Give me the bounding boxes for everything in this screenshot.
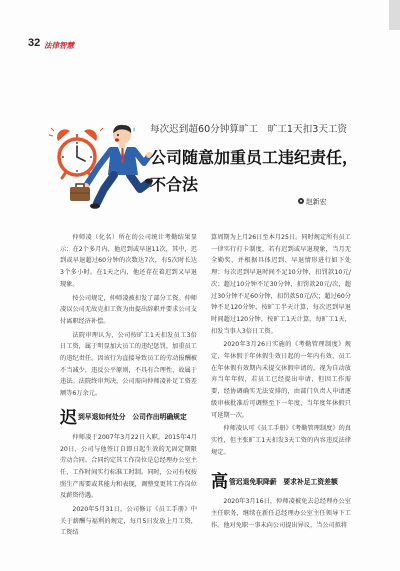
body-paragraph: 仲师凌（化名）所在的公司统计考勤结果显示：在2个多月内，他迟到或早退11次，其中，迟到或早退超过60分钟的次数达7次，有5次时长达3个多小时。在1天之内，他还存在着迟到又早退现象。 bbox=[60, 234, 197, 288]
body-paragraph-continued: 算周期为上月26日至本月25日。同时规定所有员工一律实行打卡制度，若有迟到或早退现象，当月无全勤奖，并根据具体迟到、早退情形进行如下处理：每次迟到早退时间不足10分钟，扣罚款10元/次；超过10分钟不足30分钟，扣罚款20元/次，超过30分钟不足60分钟，扣罚款50元/次；超过60分钟不足120分钟，按旷工半天计算，每次迟到早退时间超过120分钟，按旷工1天计算，每旷工1天，扣发当事人3倍日工资。 bbox=[211, 234, 351, 335]
section-heading-text: 到早退如何处分 公司作出明确规定 bbox=[78, 412, 187, 421]
bullet-icon bbox=[298, 198, 304, 204]
author-name: 赵新宏 bbox=[306, 197, 327, 206]
body-column-right bbox=[211, 232, 351, 537]
body-paragraph: 法院审理认为，公司按旷工1天扣发员工3倍日工资，属于明显加大员工的违纪惩罚，加重员工的违纪责任。因该行为直接导致员工的劳动报酬被不当减少，违反公平原则，不具有合理性，故属于违法。法院终审判决，公司需向仲师凌补足工资差额等6万余元。 bbox=[60, 331, 197, 398]
body-paragraph: 按公司规定，仲师凌被扣发了部分工资。仲师凌以公司无故克扣工资为由提出辞职并要求公司支付离职经济补偿。 bbox=[60, 294, 197, 325]
page-edge-tab bbox=[389, 0, 400, 30]
article-title-line: 不合法 bbox=[150, 175, 199, 194]
section-heading-initial: 迟 bbox=[60, 407, 77, 428]
body-paragraph: 2020年5月31日，公司修订《员工手册》中关于薪酬与福利的规定，每月5日发放上月工资，工资结 bbox=[60, 506, 197, 537]
section-heading-text: 管迟退免职降薪 要求补足工资差额 bbox=[229, 477, 338, 486]
page-number: 32 bbox=[28, 37, 41, 49]
article-subtitle: 每次迟到超60分钟算旷工 旷工1天扣3天工资 bbox=[150, 124, 348, 135]
article-title-line: 公司随意加重员工违纪责任， bbox=[150, 148, 359, 167]
section-heading-initial: 高 bbox=[211, 472, 228, 493]
section-heading bbox=[60, 408, 197, 428]
author-byline bbox=[298, 196, 326, 205]
body-column-left bbox=[60, 232, 197, 537]
body-paragraph: 仲师凌认可《员工手册》《考勤管理制度》的真实性，但主张旷工1天扣发3天工资的内容违反法律规定。 bbox=[211, 425, 351, 456]
body-paragraph: 2020年3月16日，仲师凌被免去总经理办公室主任职务，继续在新任总经理办公室主任领导下工作。他对免职一事未向公司提出异议，当公司拟将 bbox=[211, 498, 351, 529]
body-paragraph: 2020年3月26日实施的《考勤管理制度》规定，年休假于年休假生效日起的一年内有效，员工在年休假有效期内未提交休假申请的，视为自动放弃当年年假，若员工已经提出申请，但因工作需要，经协调确实无法安排的，由部门负责人申请逐级审核批准后可调整至下一年度，当年度年休假只可延期一次。 bbox=[211, 341, 351, 419]
article-title bbox=[150, 144, 390, 198]
section-label: 法律智慧 bbox=[44, 41, 74, 50]
body-paragraph: 仲师凌于2007年3月22日入职。2015年4月20日，公司与他签订自即日起生效的无固定期限劳动合同。合同约定其工作岗位是总经理办公室主任，工作时间实行标准工时制。同时，公司有权按照生产需要或其能力和表现，调整变更其工作岗位及薪资待遇。 bbox=[60, 433, 197, 500]
section-heading bbox=[211, 472, 351, 492]
article-illustration bbox=[48, 117, 153, 217]
